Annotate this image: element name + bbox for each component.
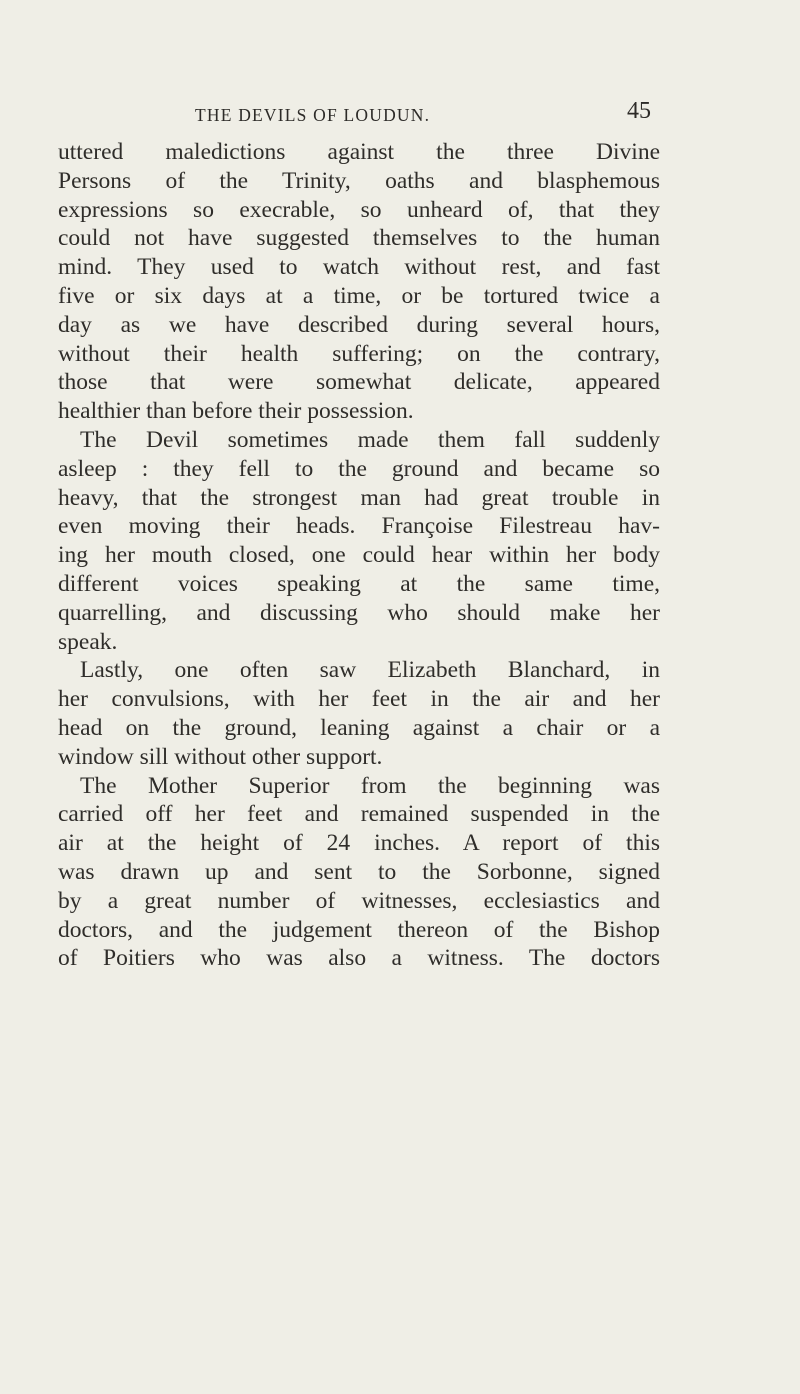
text-line: different voices speaking at the same time, bbox=[58, 570, 660, 597]
text-line: Persons of the Trinity, oaths and blasphemous bbox=[58, 167, 660, 194]
text-line: asleep : they fell to the ground and became so bbox=[58, 455, 660, 482]
text-line: was drawn up and sent to the Sorbonne, signed bbox=[58, 858, 660, 885]
text-line: five or six days at a time, or be tortured twice a bbox=[58, 282, 660, 309]
text-line: day as we have described during several hours, bbox=[58, 311, 660, 338]
text-line: doctors, and the judgement thereon of the Bishop bbox=[58, 916, 660, 943]
text-line: uttered maledictions against the three Divine bbox=[58, 139, 660, 165]
page-number: 45 bbox=[627, 98, 651, 124]
text-line: her convulsions, with her feet in the air and her bbox=[58, 686, 660, 713]
text-line: mind. They used to watch without rest, and fast bbox=[58, 254, 660, 281]
body-text bbox=[58, 138, 660, 973]
text-line: healthier than before their possession. bbox=[58, 398, 414, 425]
text-line: those that were somewhat delicate, appeared bbox=[58, 369, 660, 396]
text-line: of Poitiers who was also a witness. The doctors bbox=[58, 945, 660, 972]
paragraph-first-line: Lastly, one often saw Elizabeth Blanchard, in bbox=[80, 657, 660, 684]
text-line: could not have suggested themselves to the human bbox=[58, 225, 660, 252]
text-line: quarrelling, and discussing who should make her bbox=[58, 599, 660, 626]
text-line: window sill without other support. bbox=[58, 743, 383, 770]
text-line: speak. bbox=[58, 628, 118, 655]
text-line: head on the ground, leaning against a chair or a bbox=[58, 714, 660, 741]
text-line: air at the height of 24 inches. A report of this bbox=[58, 830, 660, 857]
text-line: heavy, that the strongest man had great trouble in bbox=[58, 484, 660, 511]
paragraph-first-line: The Mother Superior from the beginning was bbox=[80, 772, 660, 799]
text-line: ing her mouth closed, one could hear within her body bbox=[58, 542, 660, 569]
running-title: THE DEVILS OF LOUDUN. bbox=[195, 105, 431, 125]
paragraph-first-line: The Devil sometimes made them fall suddenly bbox=[80, 426, 660, 453]
text-line: without their health suffering; on the contrary, bbox=[58, 340, 660, 367]
text-line: carried off her feet and remained suspended in the bbox=[58, 801, 660, 828]
text-line: expressions so execrable, so unheard of, that they bbox=[58, 196, 660, 223]
text-line: by a great number of witnesses, ecclesiastics and bbox=[58, 887, 660, 914]
text-line: even moving their heads. Françoise Filestreau hav- bbox=[58, 513, 660, 540]
